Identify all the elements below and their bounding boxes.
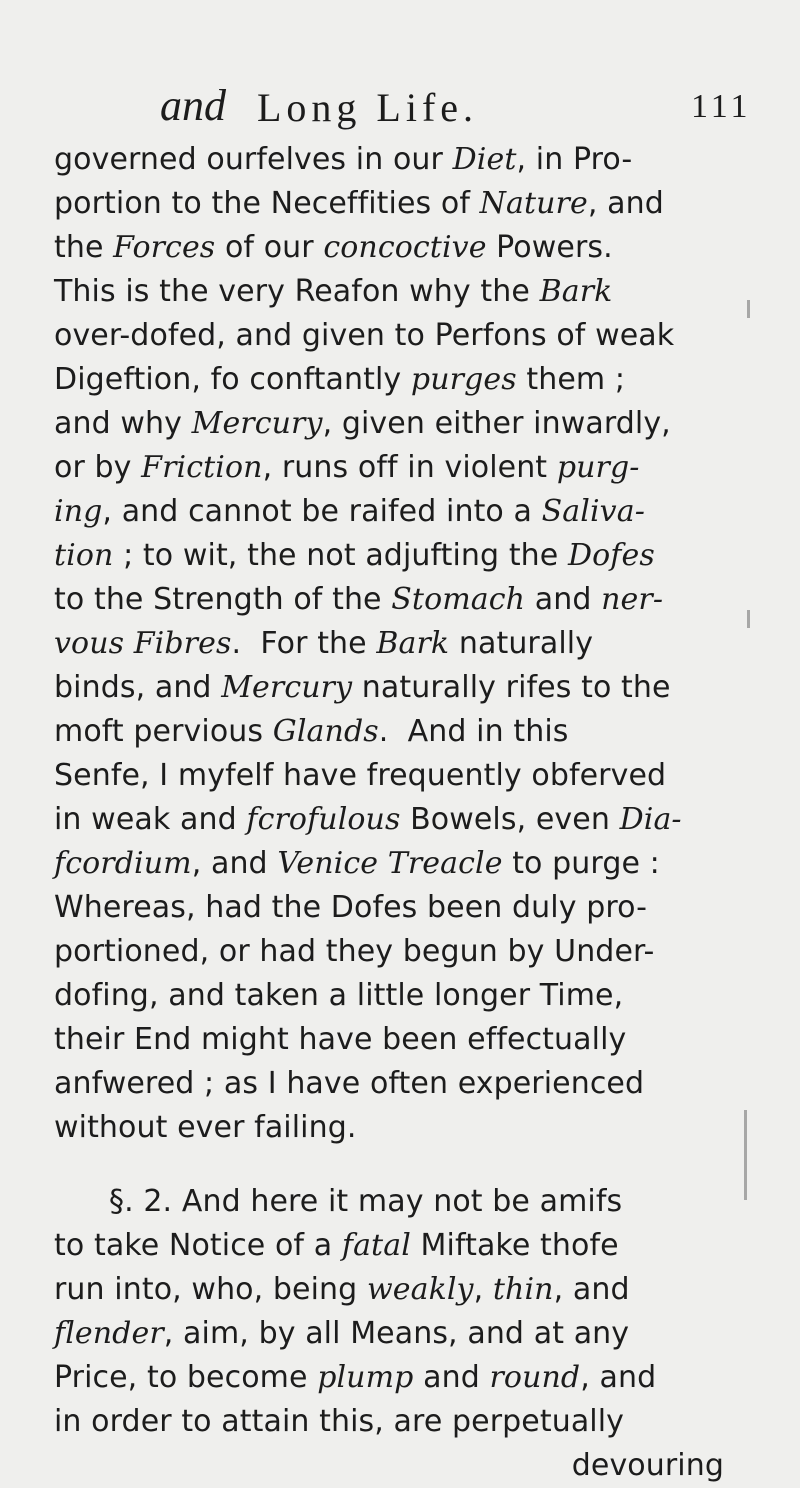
italic-text: Dia- <box>619 802 682 837</box>
text-line <box>54 798 724 842</box>
text-run: dofing, and taken a little longer Time, <box>54 978 624 1013</box>
italic-text: Mercury <box>221 670 353 705</box>
italic-text: fcordium <box>54 846 192 881</box>
text-line <box>54 1400 724 1444</box>
running-head <box>160 80 752 130</box>
text-line <box>54 446 724 490</box>
text-run: binds, and <box>54 670 222 705</box>
text-run: , and <box>587 186 664 221</box>
text-line <box>54 358 724 402</box>
text-line <box>54 622 724 666</box>
text-run: their End might have been effectually <box>54 1022 627 1057</box>
text-run: governed ourfelves in our <box>54 142 453 177</box>
text-line <box>54 314 724 358</box>
italic-text: ner- <box>601 582 664 617</box>
text-line <box>54 1312 724 1356</box>
text-line <box>54 138 724 182</box>
italic-text: Nature <box>479 186 588 221</box>
text-line <box>54 226 724 270</box>
text-run: naturally rifes to the <box>352 670 671 705</box>
italic-text: plump <box>317 1360 414 1395</box>
text-line <box>54 1180 724 1224</box>
text-run: portion to the Neceffities of <box>54 186 480 221</box>
italic-text: Mercury <box>191 406 323 441</box>
text-line <box>54 1018 724 1062</box>
text-line <box>54 1268 724 1312</box>
italic-text: round <box>489 1360 581 1395</box>
italic-text: concoctive <box>323 230 487 265</box>
text-line <box>54 182 724 226</box>
italic-text: Saliva- <box>541 494 645 529</box>
italic-text: Stomach <box>391 582 526 617</box>
italic-text: tion <box>54 538 114 573</box>
body-text <box>54 138 724 1488</box>
text-run: and <box>413 1360 490 1395</box>
italic-text: Diet <box>452 142 517 177</box>
page-edge-mark <box>747 610 750 628</box>
text-run: of our <box>215 230 324 265</box>
text-line <box>54 402 724 446</box>
text-line <box>54 886 724 930</box>
text-run: or by <box>54 450 142 485</box>
text-run: , aim, by all Means, and at any <box>163 1316 630 1351</box>
italic-text: Bark <box>539 274 613 309</box>
text-run: . For the <box>231 626 377 661</box>
text-run: , <box>473 1272 493 1307</box>
text-line <box>54 1062 724 1106</box>
italic-text: Forces <box>113 230 216 265</box>
text-run: Digeftion, fo conftantly <box>54 362 411 397</box>
text-run: run into, who, being <box>54 1272 367 1307</box>
italic-text: purg- <box>556 450 640 485</box>
running-head-title: Long Life. <box>257 85 479 130</box>
text-run: in weak and <box>54 802 247 837</box>
text-run: Powers. <box>486 230 613 265</box>
text-run: , in Pro- <box>516 142 633 177</box>
text-run: and why <box>54 406 192 441</box>
italic-text: weakly <box>366 1272 474 1307</box>
text-line <box>54 710 724 754</box>
text-run: the <box>54 230 114 265</box>
text-run: without ever failing. <box>54 1110 357 1145</box>
text-line <box>54 490 724 534</box>
italic-text: Friction <box>141 450 263 485</box>
italic-text: Glands <box>272 714 379 749</box>
text-run: , and cannot be raifed into a <box>102 494 542 529</box>
text-line <box>54 930 724 974</box>
text-run: and <box>525 582 602 617</box>
text-run: , given either inwardly, <box>322 406 671 441</box>
text-run: §. 2. And here it may not be amifs <box>109 1184 623 1219</box>
italic-text: Venice Treacle <box>277 846 503 881</box>
text-line <box>54 842 724 886</box>
text-run: to the Strength of the <box>54 582 392 617</box>
text-run: Miftake thofe <box>410 1228 619 1263</box>
text-run: to purge : <box>502 846 660 881</box>
text-line <box>54 666 724 710</box>
text-run: devouring <box>571 1448 724 1483</box>
italic-text: vous Fibres <box>54 626 232 661</box>
italic-text: ing <box>54 494 103 529</box>
text-run: to take Notice of a <box>54 1228 342 1263</box>
text-line <box>54 974 724 1018</box>
italic-text: fatal <box>341 1228 411 1263</box>
text-run: , runs off in violent <box>262 450 557 485</box>
text-run: them ; <box>516 362 626 397</box>
text-line <box>54 1106 724 1150</box>
italic-text: Dofes <box>567 538 655 573</box>
text-run: naturally <box>449 626 594 661</box>
text-line <box>54 534 724 578</box>
text-line <box>54 754 724 798</box>
text-run: moft pervious <box>54 714 273 749</box>
italic-text: thin <box>492 1272 554 1307</box>
page-number: 111 <box>691 88 752 125</box>
text-line <box>54 1444 724 1488</box>
text-run: in order to attain this, are perpetually <box>54 1404 625 1439</box>
text-run: ; to wit, the not adjufting the <box>113 538 568 573</box>
text-run: Senfe, I myfelf have frequently obferved <box>54 758 667 793</box>
italic-text: Bark <box>376 626 450 661</box>
text-line <box>54 1356 724 1400</box>
text-run: over-dofed, and given to Perfons of weak <box>54 318 675 353</box>
text-run: , and <box>191 846 278 881</box>
text-run: This is the very Reafon why the <box>54 274 540 309</box>
italic-text: flender <box>54 1316 164 1351</box>
running-head-and: and <box>160 81 226 130</box>
text-run: , and <box>580 1360 657 1395</box>
italic-text: purges <box>410 362 517 397</box>
text-run: Price, to become <box>54 1360 318 1395</box>
text-line <box>54 270 724 314</box>
page-edge-mark <box>747 300 750 318</box>
text-line <box>54 578 724 622</box>
text-line <box>54 1224 724 1268</box>
text-run: Bowels, even <box>400 802 620 837</box>
text-run: , and <box>553 1272 630 1307</box>
text-run: . And in this <box>378 714 569 749</box>
text-run: portioned, or had they begun by Under- <box>54 934 655 969</box>
italic-text: fcrofulous <box>246 802 401 837</box>
text-run: anfwered ; as I have often experienced <box>54 1066 645 1101</box>
page-edge-mark <box>744 1110 747 1200</box>
text-run: Whereas, had the Dofes been duly pro- <box>54 890 648 925</box>
